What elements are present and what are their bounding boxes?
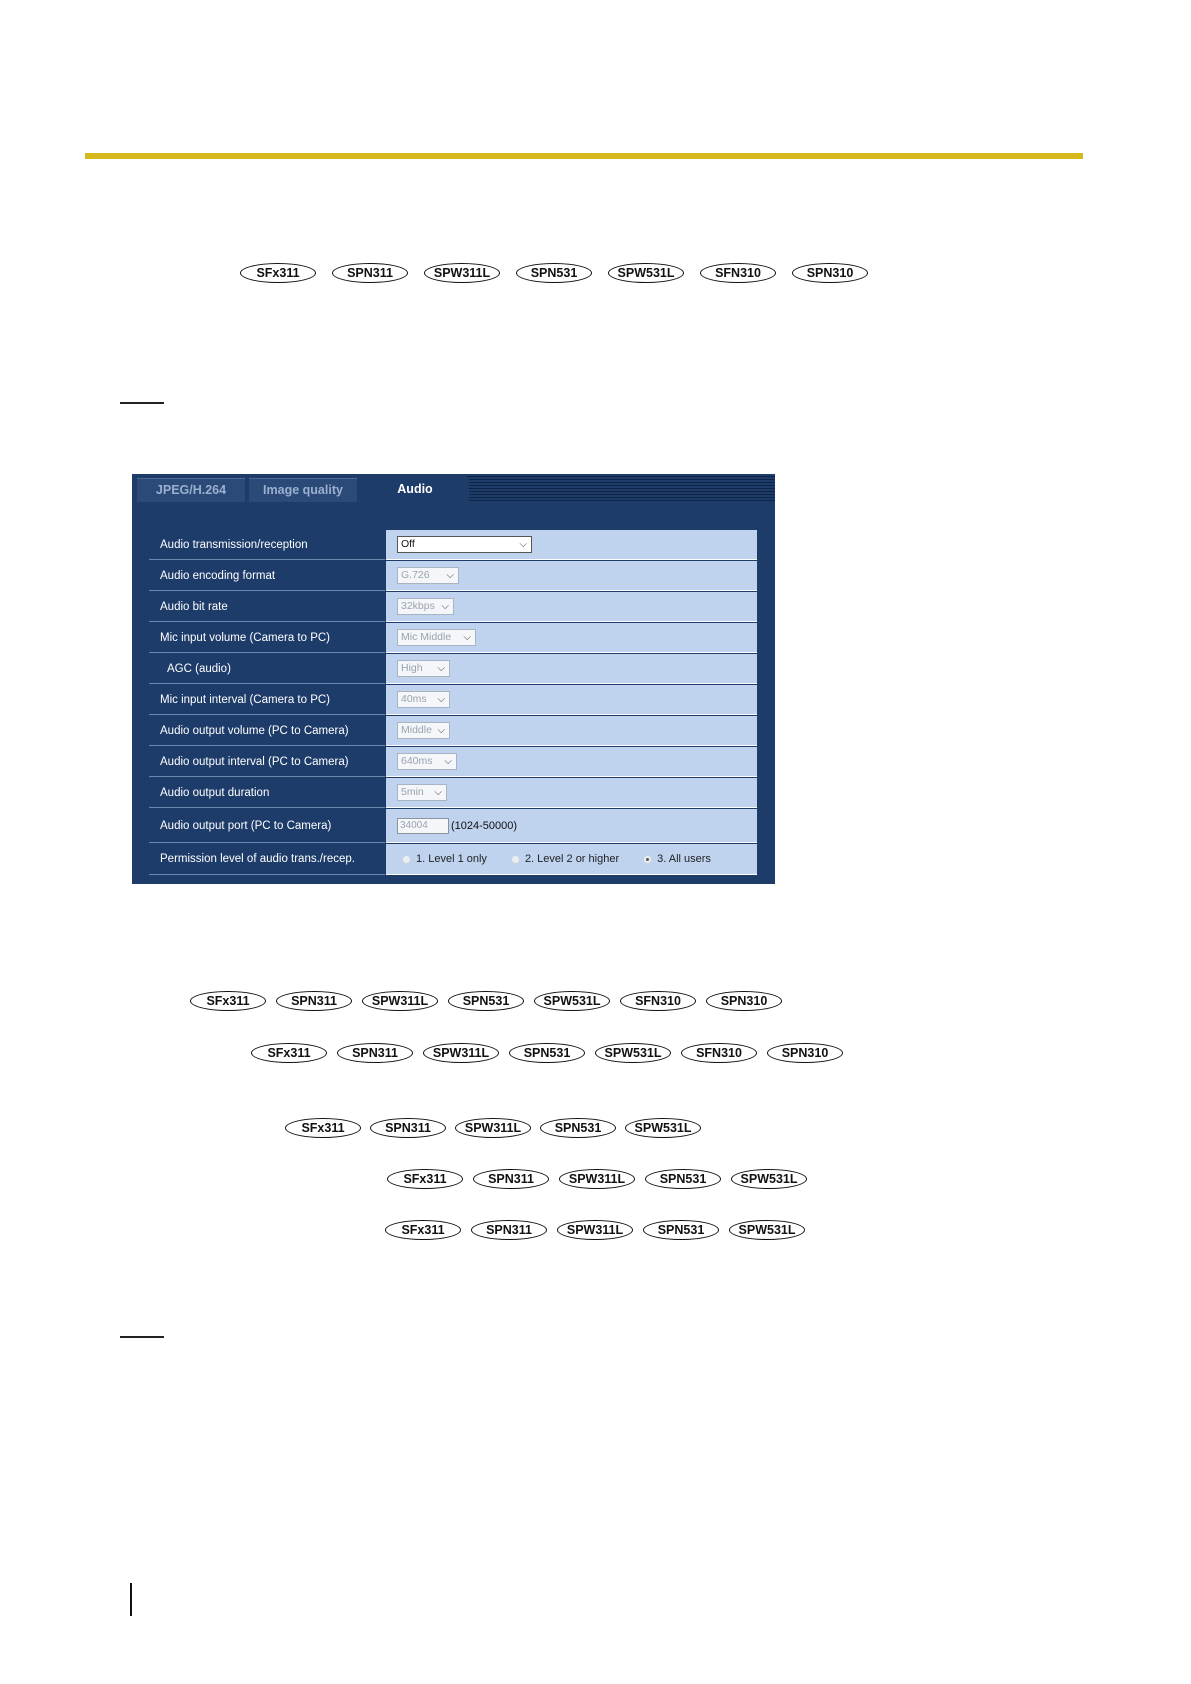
model-badge: SPN531: [643, 1220, 719, 1240]
mic-input-interval-select[interactable]: 40ms ⌵: [397, 691, 450, 708]
model-badge: SPW531L: [595, 1043, 671, 1063]
model-badge: SFN310: [700, 263, 776, 283]
row-permission-level: [149, 844, 757, 875]
model-badge: SPW311L: [559, 1169, 635, 1189]
radio-button-checked-icon: [643, 855, 652, 864]
model-badge: SPW531L: [729, 1220, 805, 1240]
radio-all-users[interactable]: 3. All users: [643, 853, 711, 865]
row-audio-encoding: [149, 561, 757, 591]
model-badge: SPN310: [767, 1043, 843, 1063]
audio-encoding-select[interactable]: G.726 ⌵: [397, 567, 459, 584]
row-mic-input-interval: [149, 685, 757, 715]
tab-bar: [132, 474, 775, 501]
audio-output-volume-select[interactable]: Middle ⌵: [397, 722, 450, 739]
chevron-down-icon: ⌵: [434, 787, 442, 798]
model-badge: SPN311: [337, 1043, 413, 1063]
chevron-down-icon: ⌵: [444, 756, 452, 767]
model-badge: SFx311: [251, 1043, 327, 1063]
model-badge: SPN531: [509, 1043, 585, 1063]
model-badge: SPW531L: [534, 991, 610, 1011]
model-badge: SPN311: [276, 991, 352, 1011]
model-badge: SFx311: [387, 1169, 463, 1189]
model-badge: SFN310: [681, 1043, 757, 1063]
radio-button-icon: [402, 855, 411, 864]
row-label: Mic input interval (Camera to PC): [149, 685, 385, 715]
radio-level-2-or-higher[interactable]: 2. Level 2 or higher: [511, 853, 619, 865]
row-audio-bit-rate: [149, 592, 757, 622]
model-badge: SPN531: [448, 991, 524, 1011]
model-badge: SPW311L: [423, 1043, 499, 1063]
note-rule: [120, 402, 164, 404]
model-badge: SPW311L: [557, 1220, 633, 1240]
tab-image-quality[interactable]: Image quality: [249, 478, 357, 502]
row-label: Audio output interval (PC to Camera): [149, 747, 385, 777]
chevron-down-icon: ⌵: [437, 694, 445, 705]
row-label: Audio bit rate: [149, 592, 385, 622]
model-badge: SFx311: [240, 263, 316, 283]
model-badge: SFx311: [385, 1220, 461, 1240]
model-badge: SPN531: [540, 1118, 616, 1138]
chevron-down-icon: ⌵: [446, 570, 454, 581]
model-badge: SPW531L: [608, 263, 684, 283]
row-audio-output-volume: [149, 716, 757, 746]
model-badge: SPN310: [706, 991, 782, 1011]
audio-output-port-input[interactable]: 34004: [397, 818, 449, 834]
radio-button-icon: [511, 855, 520, 864]
mic-input-volume-select[interactable]: Mic Middle ⌵: [397, 629, 476, 646]
header-accent-bar: [85, 153, 1083, 159]
row-audio-transmission: [149, 530, 757, 560]
row-label: Audio output duration: [149, 778, 385, 808]
row-label: Audio output volume (PC to Camera): [149, 716, 385, 746]
row-audio-output-interval: [149, 747, 757, 777]
model-badge: SPN531: [516, 263, 592, 283]
row-audio-output-port: [149, 809, 757, 843]
model-badge: SPW311L: [455, 1118, 531, 1138]
tab-audio[interactable]: Audio: [361, 478, 469, 501]
row-label: Audio transmission/reception: [149, 530, 385, 560]
model-badge: SFx311: [285, 1118, 361, 1138]
model-badge: SPN531: [645, 1169, 721, 1189]
note-rule: [120, 1336, 164, 1338]
audio-bit-rate-select[interactable]: 32kbps ⌵: [397, 598, 454, 615]
model-badge: SPW311L: [424, 263, 500, 283]
agc-audio-select[interactable]: High ⌵: [397, 660, 450, 677]
tab-jpeg-h264[interactable]: JPEG/H.264: [137, 478, 245, 502]
model-badge: SPW311L: [362, 991, 438, 1011]
model-badge: SFx311: [190, 991, 266, 1011]
row-label: Audio output port (PC to Camera): [149, 809, 385, 843]
chevron-down-icon: ⌵: [437, 663, 445, 674]
row-label: Mic input volume (Camera to PC): [149, 623, 385, 653]
row-label: Permission level of audio trans./recep.: [149, 844, 385, 875]
model-badge: SFN310: [620, 991, 696, 1011]
model-badge: SPN311: [471, 1220, 547, 1240]
model-badge: SPN311: [332, 263, 408, 283]
row-mic-input-volume: [149, 623, 757, 653]
audio-output-interval-select[interactable]: 640ms ⌵: [397, 753, 457, 770]
tab-bar-stripes: [467, 474, 775, 501]
model-badge: SPN311: [473, 1169, 549, 1189]
row-agc-audio: [149, 654, 757, 684]
chevron-down-icon: ⌵: [519, 539, 527, 550]
row-audio-output-duration: [149, 778, 757, 808]
model-badge: SPW531L: [625, 1118, 701, 1138]
chevron-down-icon: ⌵: [437, 725, 445, 736]
model-badge: SPW531L: [731, 1169, 807, 1189]
chevron-down-icon: ⌵: [441, 601, 449, 612]
audio-settings-panel: [132, 474, 775, 884]
model-badge: SPN310: [792, 263, 868, 283]
audio-transmission-select[interactable]: Off ⌵: [397, 536, 532, 553]
chevron-down-icon: ⌵: [463, 632, 471, 643]
row-label: Audio encoding format: [149, 561, 385, 591]
row-label: AGC (audio): [149, 654, 385, 684]
model-badge: SPN311: [370, 1118, 446, 1138]
radio-level-1-only[interactable]: 1. Level 1 only: [402, 853, 487, 865]
port-range-hint: (1024-50000): [451, 819, 518, 832]
audio-output-duration-select[interactable]: 5min ⌵: [397, 784, 447, 801]
page-margin-rule: [130, 1583, 132, 1616]
